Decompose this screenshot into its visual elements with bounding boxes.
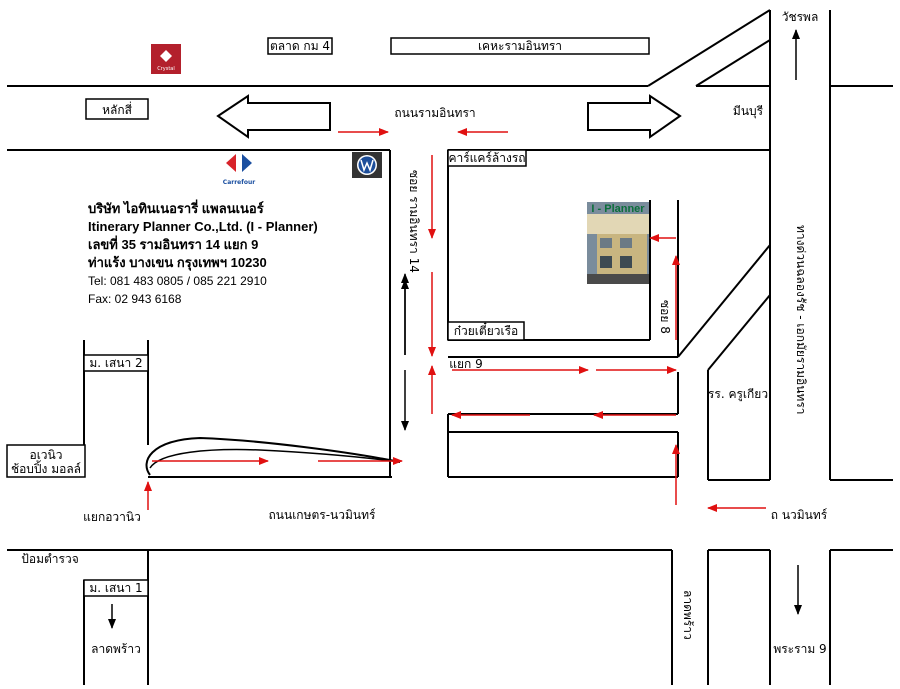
mo-sena-1-label: ม. เสนา 1: [89, 581, 143, 595]
company-info: [88, 200, 318, 308]
rama-9-label: พระราม 9: [773, 642, 827, 656]
soi-8-label: ซอย 8: [658, 300, 672, 334]
company-address-1: เลขที่ 35 รามอินทรา 14 แยก 9: [88, 237, 259, 252]
watcharaphon-label: วัชรพล: [781, 10, 819, 24]
company-fax: Fax: 02 943 6168: [88, 292, 182, 306]
arrow-left-lak-si: [218, 96, 330, 137]
nawamin-road-label: ถ นวมินทร์: [770, 508, 828, 522]
kuay-tiew-ruea-label: ก๋วยเตี๋ยวเรือ: [453, 324, 519, 338]
u-turn-loop: [147, 438, 400, 475]
volkswagen-logo: [352, 152, 382, 178]
company-tel: Tel: 081 483 0805 / 085 221 2910: [88, 274, 267, 288]
company-address-2: ท่าแร้ง บางเขน กรุงเทพฯ 10230: [88, 255, 267, 270]
crystal-logo: [151, 44, 181, 74]
school-label: รร. ครูเกียว: [707, 387, 769, 401]
kaset-nawamin-road-label: ถนนเกษตร-นวมินทร์: [268, 508, 376, 522]
soi-ram-inthra-14-label: ซอย รามอินทรา 14: [407, 170, 421, 273]
police-box-label: ป้อมตำรวจ: [21, 552, 79, 566]
route-arrows: [148, 132, 769, 510]
svg-text:Carrefour: Carrefour: [222, 179, 256, 186]
car-care-label: คาร์แคร์ล้างรถ: [448, 151, 526, 165]
carrefour-logo: [223, 154, 255, 186]
min-buri-label: มีนบุรี: [732, 104, 764, 118]
avenue-label-line2: ช้อบปิ้ง มอลล์: [10, 462, 82, 476]
expressway-label: ทางด่วนฉลองรัช - เอกมัยรามอินทรา: [794, 225, 808, 415]
khehararam-inthra-label: เคหะรามอินทรา: [477, 39, 563, 53]
svg-text:Crystal: Crystal: [157, 66, 175, 72]
company-name-th: บริษัท ไอทินเนอรารี่ แพลนเนอร์: [88, 201, 264, 216]
talat-kom-4-label: ตลาด กม 4: [269, 39, 331, 53]
company-name-en: Itinerary Planner Co.,Ltd. (I - Planner): [88, 219, 318, 234]
lat-phrao-vertical-label: ลาดพร้าว: [681, 590, 695, 640]
u-turn-loop-inner: [150, 450, 400, 468]
yaek-9-label: แยก 9: [449, 357, 483, 371]
ram-inthra-road-label: ถนนรามอินทรา: [394, 106, 476, 120]
avenue-label-line1: อเวนิว: [29, 448, 63, 462]
lak-si-label: หลักสี่: [102, 103, 132, 117]
i-planner-label: I - Planner: [591, 203, 645, 215]
mo-sena-2-label: ม. เสนา 2: [89, 356, 143, 370]
lat-phrao-bottom-label: ลาดพร้าว: [91, 642, 141, 656]
yaek-avenue-label: แยกอวานิว: [83, 510, 141, 524]
arrow-right-min-buri: [588, 96, 680, 137]
i-planner-building-photo: [587, 202, 649, 284]
